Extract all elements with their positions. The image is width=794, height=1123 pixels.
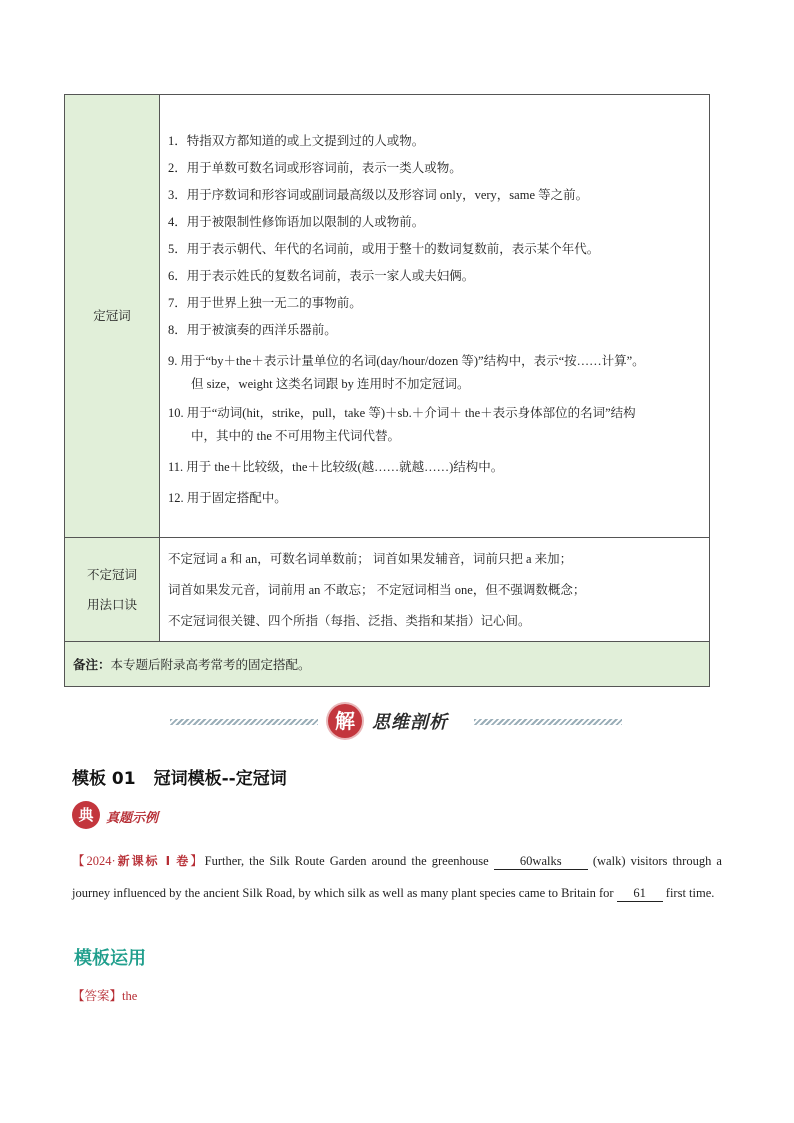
question-text-1: Further, the Silk Route Garden around the greenhouse xyxy=(204,854,494,868)
question-source: 【2024·新课标 I 卷】 xyxy=(72,854,205,868)
dian-seal-icon: 典 xyxy=(72,801,100,829)
rule-9 xyxy=(168,350,701,396)
rule-6: 6．用于表示姓氏的复数名词前，表示一家人或夫妇俩。 xyxy=(168,269,475,283)
rule-9-line-2: 但 size，weight 这类名词跟 by 连用时不加定冠词。 xyxy=(191,377,470,391)
template-title: 冠词模板--定冠词 xyxy=(153,769,287,789)
definite-article-label: 定冠词 xyxy=(93,308,131,323)
answer-label: 【答案】 xyxy=(72,989,123,1003)
banner-left-stripe xyxy=(170,719,318,725)
indefinite-article-label-line-1: 不定冠词 xyxy=(86,566,137,582)
blank-60: 60walks xyxy=(494,854,588,870)
rule-8: 8．用于被演奏的西洋乐器前。 xyxy=(168,323,337,337)
indefinite-article-label-cell xyxy=(65,538,160,642)
note-row xyxy=(65,642,710,687)
template-application-heading: 模板运用 xyxy=(74,948,146,969)
exam-question xyxy=(72,846,722,909)
jie-seal-icon: 解 xyxy=(328,704,362,738)
banner-title: 思维剖析 xyxy=(372,712,448,733)
answer-value: the xyxy=(122,989,138,1003)
indefinite-article-rhyme-cell xyxy=(160,538,710,642)
indefinite-article-rhyme xyxy=(168,538,701,641)
rule-10-line-1: 10. 用于“动词(hit，strike，pull，take 等)＋sb.＋介词＋ the＋表示身体部位的名词”结构 xyxy=(168,406,636,420)
question-text-2: (walk) visitors through a journey influenced by the ancient Silk Road, by which silk as well as many plant species came to Britain for xyxy=(72,854,722,900)
article-usage-table xyxy=(64,94,710,687)
note-label: 备注： xyxy=(73,657,111,672)
question-text-3: first time. xyxy=(662,885,715,900)
definite-article-rules xyxy=(168,112,701,520)
rhyme-line-3: 不定冠词很关键、四个所指（每指、泛指、类指和某指）记心间。 xyxy=(168,614,531,628)
example-badge-title: 真题示例 xyxy=(106,811,159,826)
indefinite-article-label-line-2: 用法口诀 xyxy=(86,596,137,612)
rule-12: 12. 用于固定搭配中。 xyxy=(168,491,287,505)
note-text: 本专题后附录高考常考的固定搭配。 xyxy=(110,658,311,672)
banner-right-stripe xyxy=(474,719,622,725)
rule-5: 5．用于表示朝代、年代的名词前，或用于整十的数词复数前，表示某个年代。 xyxy=(168,242,600,256)
rhyme-line-2: 词首如果发元音，词前用 an 不敢忘； 不定冠词相当 one，但不强调数概念； xyxy=(168,583,586,597)
rule-7: 7．用于世界上独一无二的事物前。 xyxy=(168,296,362,310)
rule-3: 3．用于序数词和形容词或副词最高级以及形容词 only，very，same 等之前。 xyxy=(168,188,589,202)
rule-10-line-2: 中，其中的 the 不可用物主代词代替。 xyxy=(191,429,401,443)
section-banner xyxy=(170,700,622,742)
rule-1: 1．特指双方都知道的或上文提到过的人或物。 xyxy=(168,134,425,148)
template-heading xyxy=(72,764,287,789)
blank-61: 61 xyxy=(617,886,663,902)
definite-article-rules-cell xyxy=(160,95,710,538)
rule-11: 11. 用于 the＋比较级，the＋比较级(越……就越……)结构中。 xyxy=(168,460,504,474)
rule-10 xyxy=(168,402,701,448)
rule-4: 4．用于被限制性修饰语加以限制的人或物前。 xyxy=(168,215,425,229)
answer-line xyxy=(72,986,137,1004)
rhyme-line-1: 不定冠词 a 和 an，可数名词单数前； 词首如果发辅音，词前只把 a 来加； xyxy=(168,552,573,566)
definite-article-label-cell xyxy=(65,95,160,538)
rule-9-line-1: 9. 用于“by＋the＋表示计量单位的名词(day/hour/dozen 等)”结构中，表示“按……计算”。 xyxy=(168,354,645,368)
rule-2: 2．用于单数可数名词或形容词前，表示一类人或物。 xyxy=(168,161,462,175)
template-number: 模板 01 xyxy=(72,769,136,789)
